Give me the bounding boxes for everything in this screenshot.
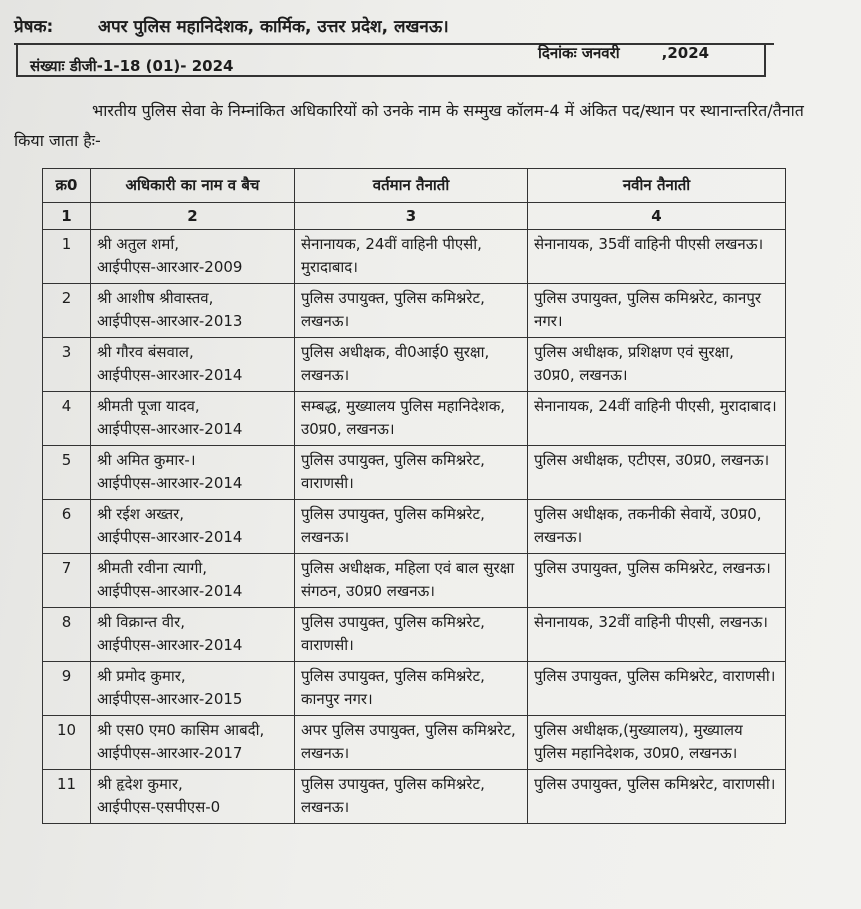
officer-cell xyxy=(91,284,295,338)
current-posting: पुलिस उपायुक्त, पुलिस कमिश्नरेट, लखनऊ। xyxy=(295,770,528,824)
table-row xyxy=(43,284,786,338)
new-posting: पुलिस अधीक्षक, एटीएस, उ0प्र0, लखनऊ। xyxy=(528,446,786,500)
table-row xyxy=(43,554,786,608)
officer-batch: आईपीएस-आरआर-2014 xyxy=(97,366,243,384)
officer-cell xyxy=(91,662,295,716)
postings-table xyxy=(42,168,786,824)
current-posting: पुलिस उपायुक्त, पुलिस कमिश्नरेट, वाराणसी। xyxy=(295,608,528,662)
serial-number: 2 xyxy=(43,284,91,338)
new-posting: सेनानायक, 35वीं वाहिनी पीएसी लखनऊ। xyxy=(528,230,786,284)
officer-name: श्री प्रमोद कुमार, xyxy=(97,667,186,685)
officer-cell xyxy=(91,716,295,770)
header-officer: अधिकारी का नाम व बैच xyxy=(91,169,295,203)
table-row xyxy=(43,230,786,284)
officer-batch: आईपीएस-एसपीएस-0 xyxy=(97,798,221,816)
new-posting: पुलिस उपायुक्त, पुलिस कमिश्नरेट, लखनऊ। xyxy=(528,554,786,608)
table-row xyxy=(43,338,786,392)
new-posting: सेनानायक, 24वीं वाहिनी पीएसी, मुरादाबाद। xyxy=(528,392,786,446)
officer-name: श्रीमती पूजा यादव, xyxy=(97,397,200,415)
current-posting: सम्बद्ध, मुख्यालय पुलिस महानिदेशक, उ0प्र0, लखनऊ। xyxy=(295,392,528,446)
reference-number: संख्याः डीजी-1-18 (01)- 2024 xyxy=(30,57,234,75)
new-posting: पुलिस उपायुक्त, पुलिस कमिश्नरेट, कानपुर नगर। xyxy=(528,284,786,338)
sender-value: अपर पुलिस महानिदेशक, कार्मिक, उत्तर प्रदेश, लखनऊ। xyxy=(98,17,449,37)
officer-cell xyxy=(91,608,295,662)
column-number: 4 xyxy=(528,203,786,230)
officer-name: श्री हृदेश कुमार, xyxy=(97,775,183,793)
officer-name: श्री गौरव बंसवाल, xyxy=(97,343,194,361)
serial-number: 6 xyxy=(43,500,91,554)
officer-cell xyxy=(91,446,295,500)
table-row xyxy=(43,446,786,500)
officer-batch: आईपीएस-आरआर-2014 xyxy=(97,474,243,492)
serial-number: 11 xyxy=(43,770,91,824)
table-row xyxy=(43,770,786,824)
officer-name: श्रीमती रवीना त्यागी, xyxy=(97,559,208,577)
current-posting: अपर पुलिस उपायुक्त, पुलिस कमिश्नरेट, लखनऊ। xyxy=(295,716,528,770)
serial-number: 1 xyxy=(43,230,91,284)
header-current-posting: वर्तमान तैनाती xyxy=(295,169,528,203)
officer-cell xyxy=(91,500,295,554)
header-serial: क्र0 xyxy=(43,169,91,203)
serial-number: 4 xyxy=(43,392,91,446)
officer-name: श्री विक्रान्त वीर, xyxy=(97,613,185,631)
officer-batch: आईपीएस-आरआर-2014 xyxy=(97,420,243,438)
officer-batch: आईपीएस-आरआर-2014 xyxy=(97,582,243,600)
column-number: 2 xyxy=(91,203,295,230)
new-posting: सेनानायक, 32वीं वाहिनी पीएसी, लखनऊ। xyxy=(528,608,786,662)
officer-batch: आईपीएस-आरआर-2009 xyxy=(97,258,243,276)
officer-cell xyxy=(91,392,295,446)
date-label: दिनांकः जनवरी xyxy=(538,44,620,62)
officer-name: श्री रईश अख्तर, xyxy=(97,505,185,523)
officer-name: श्री आशीष श्रीवास्तव, xyxy=(97,289,214,307)
current-posting: पुलिस अधीक्षक, वी0आई0 सुरक्षा, लखनऊ। xyxy=(295,338,528,392)
new-posting: पुलिस उपायुक्त, पुलिस कमिश्नरेट, वाराणसी। xyxy=(528,662,786,716)
table-header-row xyxy=(43,169,786,203)
current-posting: पुलिस उपायुक्त, पुलिस कमिश्नरेट, कानपुर नगर। xyxy=(295,662,528,716)
officer-batch: आईपीएस-आरआर-2014 xyxy=(97,636,243,654)
serial-number: 7 xyxy=(43,554,91,608)
sender-line xyxy=(14,14,449,37)
serial-number: 8 xyxy=(43,608,91,662)
column-number: 3 xyxy=(295,203,528,230)
table-row xyxy=(43,716,786,770)
serial-number: 5 xyxy=(43,446,91,500)
officer-cell xyxy=(91,230,295,284)
table-row xyxy=(43,500,786,554)
new-posting: पुलिस अधीक्षक,(मुख्यालय), मुख्यालय पुलिस महानिदेशक, उ0प्र0, लखनऊ। xyxy=(528,716,786,770)
table-row xyxy=(43,392,786,446)
column-number: 1 xyxy=(43,203,91,230)
officer-batch: आईपीएस-आरआर-2015 xyxy=(97,690,243,708)
serial-number: 9 xyxy=(43,662,91,716)
current-posting: पुलिस अधीक्षक, महिला एवं बाल सुरक्षा संगठन, उ0प्र0 लखनऊ। xyxy=(295,554,528,608)
sender-label: प्रेषक: xyxy=(14,17,54,37)
officer-name: श्री अमित कुमार-। xyxy=(97,451,196,469)
officer-cell xyxy=(91,770,295,824)
officer-batch: आईपीएस-आरआर-2014 xyxy=(97,528,243,546)
reference-date xyxy=(538,43,709,63)
officer-name: श्री एस0 एम0 कासिम आबदी, xyxy=(97,721,265,739)
header-new-posting: नवीन तैनाती xyxy=(528,169,786,203)
officer-batch: आईपीएस-आरआर-2013 xyxy=(97,312,243,330)
current-posting: पुलिस उपायुक्त, पुलिस कमिश्नरेट, लखनऊ। xyxy=(295,284,528,338)
new-posting: पुलिस उपायुक्त, पुलिस कमिश्नरेट, वाराणसी। xyxy=(528,770,786,824)
serial-number: 10 xyxy=(43,716,91,770)
intro-paragraph: भारतीय पुलिस सेवा के निम्नांकित अधिकारियों को उनके नाम के सम्मुख कॉलम-4 में अंकित पद/स्थान पर स्थानान्तरित/तैनात किया जाता हैः- xyxy=(14,101,804,150)
serial-number: 3 xyxy=(43,338,91,392)
new-posting: पुलिस अधीक्षक, तकनीकी सेवायें, उ0प्र0, लखनऊ। xyxy=(528,500,786,554)
table-row xyxy=(43,662,786,716)
table-row xyxy=(43,608,786,662)
column-number-row xyxy=(43,203,786,230)
officer-cell xyxy=(91,338,295,392)
current-posting: पुलिस उपायुक्त, पुलिस कमिश्नरेट, वाराणसी। xyxy=(295,446,528,500)
officer-batch: आईपीएस-आरआर-2017 xyxy=(97,744,243,762)
new-posting: पुलिस अधीक्षक, प्रशिक्षण एवं सुरक्षा, उ0प्र0, लखनऊ। xyxy=(528,338,786,392)
current-posting: सेनानायक, 24वीं वाहिनी पीएसी, मुरादाबाद। xyxy=(295,230,528,284)
current-posting: पुलिस उपायुक्त, पुलिस कमिश्नरेट, लखनऊ। xyxy=(295,500,528,554)
officer-cell xyxy=(91,554,295,608)
officer-name: श्री अतुल शर्मा, xyxy=(97,235,180,253)
date-year: ,2024 xyxy=(661,44,710,62)
